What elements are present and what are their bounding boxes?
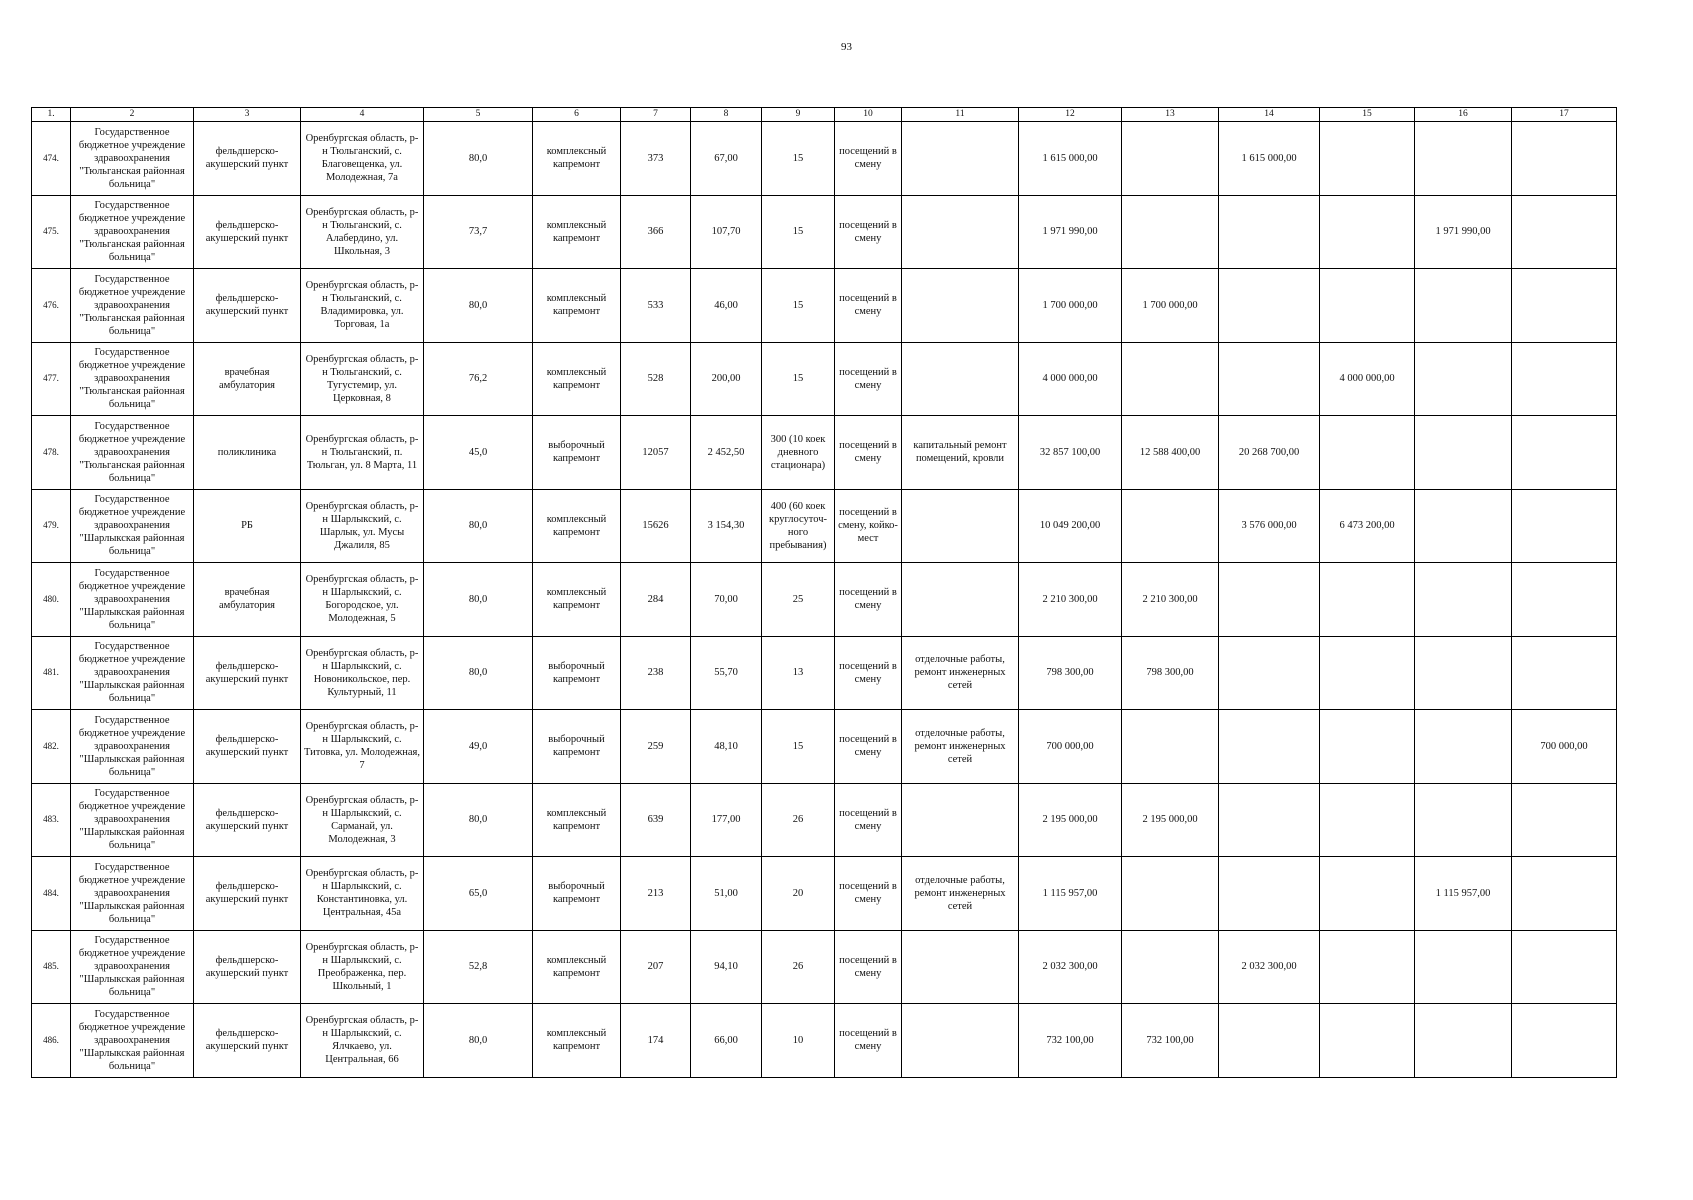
capacity-unit-cell: посещений в смену (835, 342, 902, 416)
work-description-cell: отделочные работы, ремонт инженерных сетей (902, 636, 1019, 710)
cost-col-13-cell (1122, 342, 1219, 416)
cost-col-13-cell (1122, 857, 1219, 931)
facility-type-cell: фельдшерско-акушерский пункт (194, 930, 301, 1004)
table-row (32, 1004, 1617, 1078)
wear-percent-cell: 45,0 (424, 416, 533, 490)
cost-col-15-cell (1320, 416, 1415, 490)
facility-type-cell: фельдшерско-акушерский пункт (194, 636, 301, 710)
cost-col-14-cell: 3 576 000,00 (1219, 489, 1320, 563)
total-cost-cell: 2 195 000,00 (1019, 783, 1122, 857)
table-row (32, 783, 1617, 857)
cost-col-14-cell (1219, 636, 1320, 710)
total-cost-cell: 10 049 200,00 (1019, 489, 1122, 563)
column-header-5: 5 (424, 108, 533, 122)
cost-col-16-cell (1415, 783, 1512, 857)
value-8-cell: 2 452,50 (691, 416, 762, 490)
institution-name-cell: Государственное бюджетное учреждение здравоохранения "Тюльганская районная больница" (71, 269, 194, 343)
cost-col-15-cell (1320, 710, 1415, 784)
total-cost-cell: 32 857 100,00 (1019, 416, 1122, 490)
address-cell: Оренбургская область, р-н Тюльганский, с. Алабердино, ул. Школьная, 3 (301, 195, 424, 269)
row-number-cell: 481. (32, 636, 71, 710)
wear-percent-cell: 65,0 (424, 857, 533, 931)
row-number-cell: 474. (32, 122, 71, 196)
value-8-cell: 177,00 (691, 783, 762, 857)
value-8-cell: 66,00 (691, 1004, 762, 1078)
institution-name-cell: Государственное бюджетное учреждение здравоохранения "Шарлыкская районная больница" (71, 930, 194, 1004)
capacity-unit-cell: посещений в смену (835, 563, 902, 637)
address-cell: Оренбургская область, р-н Тюльганский, п. Тюльган, ул. 8 Марта, 11 (301, 416, 424, 490)
table-row (32, 710, 1617, 784)
facility-type-cell: фельдшерско-акушерский пункт (194, 710, 301, 784)
total-cost-cell: 732 100,00 (1019, 1004, 1122, 1078)
capacity-unit-cell: посещений в смену, койко-мест (835, 489, 902, 563)
repair-type-cell: комплексный капремонт (533, 930, 621, 1004)
value-8-cell: 107,70 (691, 195, 762, 269)
work-description-cell (902, 122, 1019, 196)
institution-name-cell: Государственное бюджетное учреждение здравоохранения "Шарлыкская районная больница" (71, 857, 194, 931)
capacity-unit-cell: посещений в смену (835, 710, 902, 784)
total-cost-cell: 1 615 000,00 (1019, 122, 1122, 196)
table-row (32, 563, 1617, 637)
cost-col-16-cell (1415, 930, 1512, 1004)
capacity-unit-cell: посещений в смену (835, 636, 902, 710)
repair-type-cell: комплексный капремонт (533, 1004, 621, 1078)
total-cost-cell: 2 210 300,00 (1019, 563, 1122, 637)
capacity-cell: 15 (762, 342, 835, 416)
cost-col-14-cell (1219, 563, 1320, 637)
cost-col-15-cell: 6 473 200,00 (1320, 489, 1415, 563)
cost-col-16-cell (1415, 710, 1512, 784)
institution-name-cell: Государственное бюджетное учреждение здравоохранения "Шарлыкская районная больница" (71, 783, 194, 857)
table-row (32, 195, 1617, 269)
cost-col-13-cell: 12 588 400,00 (1122, 416, 1219, 490)
wear-percent-cell: 80,0 (424, 563, 533, 637)
total-cost-cell: 1 115 957,00 (1019, 857, 1122, 931)
column-header-11: 11 (902, 108, 1019, 122)
address-cell: Оренбургская область, р-н Тюльганский, с. Тугустемир, ул. Церковная, 8 (301, 342, 424, 416)
value-8-cell: 3 154,30 (691, 489, 762, 563)
row-number-cell: 476. (32, 269, 71, 343)
facility-type-cell: врачебная амбулатория (194, 342, 301, 416)
value-8-cell: 51,00 (691, 857, 762, 931)
work-description-cell (902, 1004, 1019, 1078)
total-cost-cell: 1 700 000,00 (1019, 269, 1122, 343)
row-number-cell: 480. (32, 563, 71, 637)
value-7-cell: 12057 (621, 416, 691, 490)
cost-col-16-cell (1415, 269, 1512, 343)
cost-col-17-cell (1512, 636, 1617, 710)
work-description-cell: отделочные работы, ремонт инженерных сетей (902, 710, 1019, 784)
row-number-cell: 484. (32, 857, 71, 931)
facility-type-cell: фельдшерско-акушерский пункт (194, 269, 301, 343)
facility-type-cell: поликлиника (194, 416, 301, 490)
total-cost-cell: 4 000 000,00 (1019, 342, 1122, 416)
capacity-cell: 15 (762, 122, 835, 196)
total-cost-cell: 2 032 300,00 (1019, 930, 1122, 1004)
wear-percent-cell: 73,7 (424, 195, 533, 269)
row-number-cell: 486. (32, 1004, 71, 1078)
cost-col-15-cell (1320, 930, 1415, 1004)
cost-col-14-cell: 2 032 300,00 (1219, 930, 1320, 1004)
address-cell: Оренбургская область, р-н Шарлыкский, с. Богородское, ул. Молодежная, 5 (301, 563, 424, 637)
value-8-cell: 70,00 (691, 563, 762, 637)
row-number-cell: 475. (32, 195, 71, 269)
cost-col-14-cell (1219, 269, 1320, 343)
cost-col-16-cell (1415, 563, 1512, 637)
cost-col-16-cell (1415, 1004, 1512, 1078)
cost-col-13-cell: 732 100,00 (1122, 1004, 1219, 1078)
table-row (32, 269, 1617, 343)
address-cell: Оренбургская область, р-н Тюльганский, с. Благовещенка, ул. Молодежная, 7а (301, 122, 424, 196)
total-cost-cell: 1 971 990,00 (1019, 195, 1122, 269)
cost-col-15-cell: 4 000 000,00 (1320, 342, 1415, 416)
cost-col-17-cell (1512, 563, 1617, 637)
repair-type-cell: комплексный капремонт (533, 122, 621, 196)
repair-type-cell: комплексный капремонт (533, 269, 621, 343)
column-header-8: 8 (691, 108, 762, 122)
address-cell: Оренбургская область, р-н Шарлыкский, с. Титовка, ул. Молодежная, 7 (301, 710, 424, 784)
institution-name-cell: Государственное бюджетное учреждение здравоохранения "Шарлыкская районная больница" (71, 636, 194, 710)
capacity-cell: 26 (762, 930, 835, 1004)
value-7-cell: 533 (621, 269, 691, 343)
work-description-cell (902, 269, 1019, 343)
column-header-7: 7 (621, 108, 691, 122)
column-header-14: 14 (1219, 108, 1320, 122)
value-7-cell: 373 (621, 122, 691, 196)
row-number-cell: 477. (32, 342, 71, 416)
wear-percent-cell: 80,0 (424, 122, 533, 196)
address-cell: Оренбургская область, р-н Шарлыкский, с. Сарманай, ул. Молодежная, 3 (301, 783, 424, 857)
address-cell: Оренбургская область, р-н Шарлыкский, с. Ялчкаево, ул. Центральная, 66 (301, 1004, 424, 1078)
wear-percent-cell: 52,8 (424, 930, 533, 1004)
cost-col-14-cell (1219, 1004, 1320, 1078)
work-description-cell (902, 342, 1019, 416)
repair-type-cell: комплексный капремонт (533, 783, 621, 857)
capacity-unit-cell: посещений в смену (835, 122, 902, 196)
cost-col-14-cell (1219, 342, 1320, 416)
work-description-cell (902, 489, 1019, 563)
cost-col-14-cell (1219, 195, 1320, 269)
capacity-cell: 400 (60 коек круглосуточ-ного пребывания) (762, 489, 835, 563)
capacity-cell: 15 (762, 195, 835, 269)
cost-col-15-cell (1320, 563, 1415, 637)
repair-type-cell: комплексный капремонт (533, 563, 621, 637)
repair-type-cell: комплексный капремонт (533, 195, 621, 269)
cost-col-13-cell: 2 195 000,00 (1122, 783, 1219, 857)
repair-type-cell: выборочный капремонт (533, 710, 621, 784)
facility-type-cell: фельдшерско-акушерский пункт (194, 857, 301, 931)
capacity-cell: 13 (762, 636, 835, 710)
cost-col-16-cell: 1 971 990,00 (1415, 195, 1512, 269)
wear-percent-cell: 80,0 (424, 783, 533, 857)
work-description-cell: капитальный ремонт помещений, кровли (902, 416, 1019, 490)
capacity-unit-cell: посещений в смену (835, 195, 902, 269)
address-cell: Оренбургская область, р-н Шарлыкский, с. Новоникольское, пер. Культурный, 11 (301, 636, 424, 710)
cost-col-17-cell (1512, 857, 1617, 931)
cost-col-15-cell (1320, 269, 1415, 343)
work-description-cell (902, 195, 1019, 269)
cost-col-16-cell (1415, 489, 1512, 563)
table-row (32, 122, 1617, 196)
work-description-cell (902, 563, 1019, 637)
facility-type-cell: фельдшерско-акушерский пункт (194, 1004, 301, 1078)
cost-col-15-cell (1320, 857, 1415, 931)
column-number-row (32, 108, 1617, 122)
table-body (32, 122, 1617, 1078)
institution-name-cell: Государственное бюджетное учреждение здравоохранения "Шарлыкская районная больница" (71, 1004, 194, 1078)
table-row (32, 342, 1617, 416)
cost-col-17-cell (1512, 342, 1617, 416)
value-7-cell: 259 (621, 710, 691, 784)
cost-col-17-cell (1512, 489, 1617, 563)
value-7-cell: 213 (621, 857, 691, 931)
cost-col-13-cell (1122, 122, 1219, 196)
cost-col-13-cell (1122, 930, 1219, 1004)
table-row (32, 636, 1617, 710)
row-number-cell: 483. (32, 783, 71, 857)
cost-col-17-cell (1512, 195, 1617, 269)
institution-name-cell: Государственное бюджетное учреждение здравоохранения "Шарлыкская районная больница" (71, 710, 194, 784)
facility-type-cell: РБ (194, 489, 301, 563)
cost-col-15-cell (1320, 1004, 1415, 1078)
cost-col-16-cell (1415, 636, 1512, 710)
row-number-cell: 478. (32, 416, 71, 490)
cost-col-14-cell (1219, 783, 1320, 857)
cost-col-17-cell: 700 000,00 (1512, 710, 1617, 784)
capacity-cell: 300 (10 коек дневного стационара) (762, 416, 835, 490)
address-cell: Оренбургская область, р-н Шарлыкский, с. Преображенка, пер. Школьный, 1 (301, 930, 424, 1004)
cost-col-14-cell: 20 268 700,00 (1219, 416, 1320, 490)
value-8-cell: 94,10 (691, 930, 762, 1004)
value-7-cell: 366 (621, 195, 691, 269)
value-8-cell: 55,70 (691, 636, 762, 710)
value-7-cell: 174 (621, 1004, 691, 1078)
wear-percent-cell: 49,0 (424, 710, 533, 784)
capacity-unit-cell: посещений в смену (835, 1004, 902, 1078)
table-row (32, 489, 1617, 563)
value-7-cell: 238 (621, 636, 691, 710)
capacity-unit-cell: посещений в смену (835, 783, 902, 857)
capacity-unit-cell: посещений в смену (835, 269, 902, 343)
total-cost-cell: 798 300,00 (1019, 636, 1122, 710)
facility-type-cell: фельдшерско-акушерский пункт (194, 122, 301, 196)
cost-col-16-cell (1415, 342, 1512, 416)
cost-col-15-cell (1320, 195, 1415, 269)
value-7-cell: 639 (621, 783, 691, 857)
column-header-9: 9 (762, 108, 835, 122)
row-number-cell: 482. (32, 710, 71, 784)
capacity-cell: 20 (762, 857, 835, 931)
page-number: 93 (841, 41, 852, 53)
column-header-3: 3 (194, 108, 301, 122)
value-8-cell: 67,00 (691, 122, 762, 196)
institution-name-cell: Государственное бюджетное учреждение здравоохранения "Тюльганская районная больница" (71, 416, 194, 490)
cost-col-13-cell: 1 700 000,00 (1122, 269, 1219, 343)
facility-repair-table (31, 107, 1617, 1078)
wear-percent-cell: 80,0 (424, 269, 533, 343)
cost-col-17-cell (1512, 416, 1617, 490)
institution-name-cell: Государственное бюджетное учреждение здравоохранения "Тюльганская районная больница" (71, 342, 194, 416)
cost-col-14-cell: 1 615 000,00 (1219, 122, 1320, 196)
work-description-cell: отделочные работы, ремонт инженерных сетей (902, 857, 1019, 931)
capacity-cell: 10 (762, 1004, 835, 1078)
cost-col-15-cell (1320, 636, 1415, 710)
repair-type-cell: выборочный капремонт (533, 857, 621, 931)
cost-col-17-cell (1512, 783, 1617, 857)
column-header-15: 15 (1320, 108, 1415, 122)
table-row (32, 857, 1617, 931)
column-header-17: 17 (1512, 108, 1617, 122)
row-number-cell: 479. (32, 489, 71, 563)
column-header-6: 6 (533, 108, 621, 122)
work-description-cell (902, 930, 1019, 1004)
cost-col-13-cell (1122, 489, 1219, 563)
wear-percent-cell: 76,2 (424, 342, 533, 416)
repair-type-cell: комплексный капремонт (533, 342, 621, 416)
column-header-2: 2 (71, 108, 194, 122)
repair-type-cell: выборочный капремонт (533, 636, 621, 710)
wear-percent-cell: 80,0 (424, 636, 533, 710)
column-header-10: 10 (835, 108, 902, 122)
value-7-cell: 207 (621, 930, 691, 1004)
wear-percent-cell: 80,0 (424, 489, 533, 563)
cost-col-15-cell (1320, 122, 1415, 196)
capacity-cell: 25 (762, 563, 835, 637)
value-8-cell: 46,00 (691, 269, 762, 343)
capacity-unit-cell: посещений в смену (835, 416, 902, 490)
cost-col-16-cell (1415, 122, 1512, 196)
institution-name-cell: Государственное бюджетное учреждение здравоохранения "Тюльганская районная больница" (71, 195, 194, 269)
cost-col-14-cell (1219, 857, 1320, 931)
column-header-4: 4 (301, 108, 424, 122)
capacity-cell: 15 (762, 710, 835, 784)
cost-col-15-cell (1320, 783, 1415, 857)
table-row (32, 416, 1617, 490)
repair-type-cell: выборочный капремонт (533, 416, 621, 490)
column-header-1: 1. (32, 108, 71, 122)
capacity-cell: 26 (762, 783, 835, 857)
address-cell: Оренбургская область, р-н Шарлыкский, с. Шарлык, ул. Мусы Джалиля, 85 (301, 489, 424, 563)
address-cell: Оренбургская область, р-н Тюльганский, с. Владимировка, ул. Торговая, 1а (301, 269, 424, 343)
cost-col-17-cell (1512, 1004, 1617, 1078)
capacity-unit-cell: посещений в смену (835, 857, 902, 931)
column-header-16: 16 (1415, 108, 1512, 122)
cost-col-13-cell: 2 210 300,00 (1122, 563, 1219, 637)
cost-col-17-cell (1512, 930, 1617, 1004)
wear-percent-cell: 80,0 (424, 1004, 533, 1078)
cost-col-17-cell (1512, 269, 1617, 343)
cost-col-17-cell (1512, 122, 1617, 196)
institution-name-cell: Государственное бюджетное учреждение здравоохранения "Шарлыкская районная больница" (71, 489, 194, 563)
capacity-cell: 15 (762, 269, 835, 343)
facility-type-cell: фельдшерско-акушерский пункт (194, 195, 301, 269)
value-7-cell: 284 (621, 563, 691, 637)
institution-name-cell: Государственное бюджетное учреждение здравоохранения "Тюльганская районная больница" (71, 122, 194, 196)
total-cost-cell: 700 000,00 (1019, 710, 1122, 784)
institution-name-cell: Государственное бюджетное учреждение здравоохранения "Шарлыкская районная больница" (71, 563, 194, 637)
value-7-cell: 528 (621, 342, 691, 416)
cost-col-16-cell: 1 115 957,00 (1415, 857, 1512, 931)
value-8-cell: 200,00 (691, 342, 762, 416)
column-header-12: 12 (1019, 108, 1122, 122)
row-number-cell: 485. (32, 930, 71, 1004)
facility-type-cell: врачебная амбулатория (194, 563, 301, 637)
cost-col-14-cell (1219, 710, 1320, 784)
repair-type-cell: комплексный капремонт (533, 489, 621, 563)
address-cell: Оренбургская область, р-н Шарлыкский, с. Константиновка, ул. Центральная, 45а (301, 857, 424, 931)
table-row (32, 930, 1617, 1004)
cost-col-13-cell (1122, 710, 1219, 784)
value-8-cell: 48,10 (691, 710, 762, 784)
cost-col-16-cell (1415, 416, 1512, 490)
column-header-13: 13 (1122, 108, 1219, 122)
work-description-cell (902, 783, 1019, 857)
cost-col-13-cell (1122, 195, 1219, 269)
value-7-cell: 15626 (621, 489, 691, 563)
facility-type-cell: фельдшерско-акушерский пункт (194, 783, 301, 857)
cost-col-13-cell: 798 300,00 (1122, 636, 1219, 710)
capacity-unit-cell: посещений в смену (835, 930, 902, 1004)
